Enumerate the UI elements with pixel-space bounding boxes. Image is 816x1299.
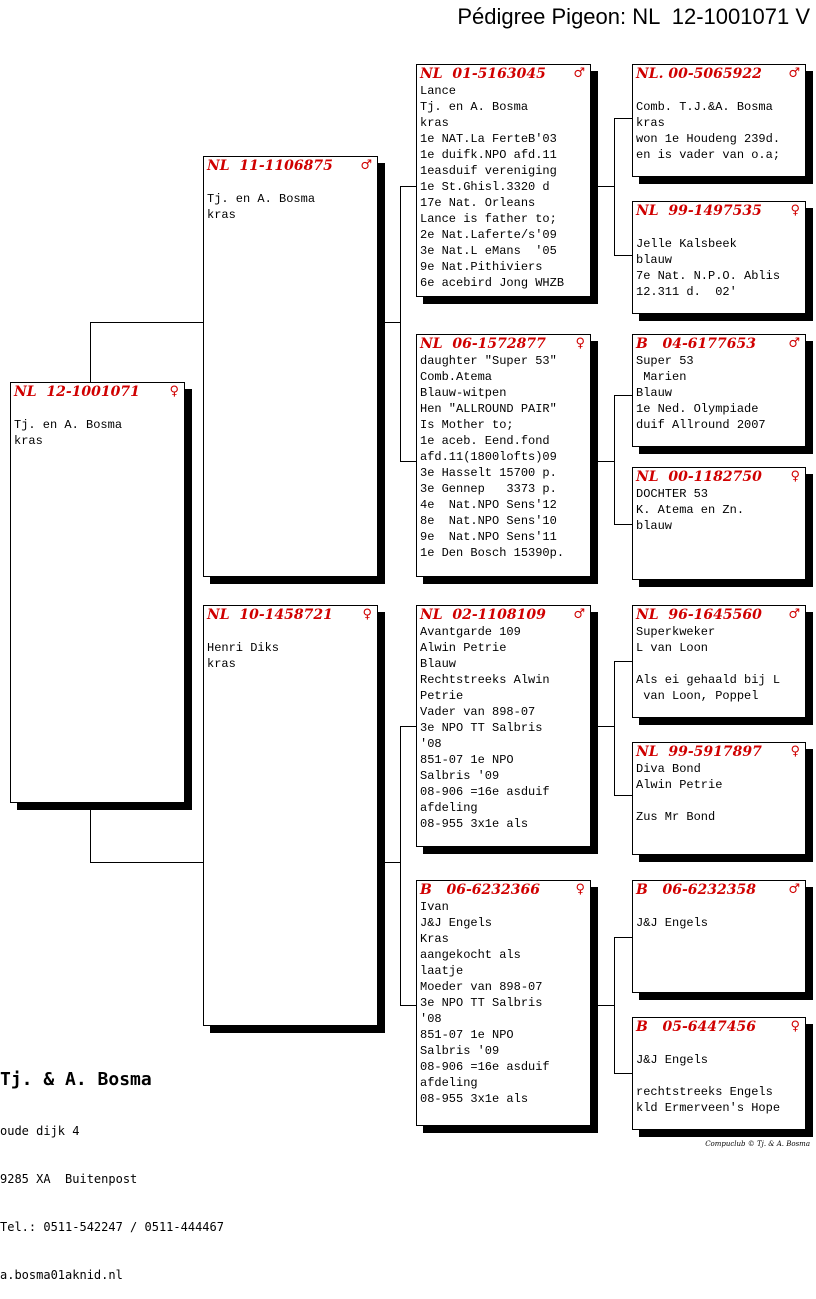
pigeon-notes: J&J Engels xyxy=(636,916,709,930)
pigeon-notes: daughter "Super 53" Comb.Atema Blauw-witpen Hen "ALLROUND PAIR" Is Mother to; 1e aceb. Eend.fond afd.11(1800lofts)09 3e Hasselt 15700 p. 3e Gennep 3373 p. 4e Nat.NPO Sens'12 8e Nat.NPO Sens'10 9e Nat.NPO Sens'11 1e Den Bosch 15390p. xyxy=(420,354,565,560)
pigeon-card-dds xyxy=(632,880,806,993)
connector-line xyxy=(614,661,615,796)
pigeon-notes: Ivan J&J Engels Kras aangekocht als laatje Moeder van 898-07 3e NPO TT Salbris '08 851-07 1e NPO Salbris '09 08-906 =16e asduif afdeling 08-955 3x1e als xyxy=(420,900,550,1106)
connector-line xyxy=(590,461,615,462)
pigeon-notes: Super 53 Marien Blauw 1e Ned. Olympiade duif Allround 2007 xyxy=(636,354,766,432)
page-title: Pédigree Pigeon: NL 12-1001071 V xyxy=(457,4,810,29)
ring-number: NL. 00-5065922 ♂ xyxy=(636,66,800,82)
pigeon-notes: DOCHTER 53 K. Atema en Zn. blauw xyxy=(636,487,745,533)
pigeon-card-subject xyxy=(10,382,185,803)
ring-number: NL 06-1572877 ♀ xyxy=(420,336,585,352)
pigeon-notes: Henri Diks kras xyxy=(207,641,280,671)
owner-name: Tj. & A. Bosma xyxy=(0,1069,152,1090)
ring-number: NL 00-1182750 ♀ xyxy=(636,469,800,485)
footer-credit: Compuclub © Tj. & A. Bosma xyxy=(705,1140,810,1148)
pigeon-card-sss xyxy=(632,64,806,177)
sex-female-icon: ♀ xyxy=(362,607,372,622)
pigeon-notes: Tj. en A. Bosma kras xyxy=(14,418,123,448)
pigeon-notes: Diva Bond Alwin Petrie Zus Mr Bond xyxy=(636,762,723,824)
pigeon-card-sire-sire xyxy=(416,64,591,297)
owner-line: Tel.: 0511-542247 / 0511-444467 xyxy=(0,1220,224,1234)
ring-number: B 06-6232358 ♂ xyxy=(636,882,800,898)
pigeon-card-dss xyxy=(632,605,806,718)
ring-number: NL 99-1497535 ♀ xyxy=(636,203,800,219)
sex-female-icon: ♀ xyxy=(575,336,585,351)
ring-number: NL 99-5917897 ♀ xyxy=(636,744,800,760)
sex-male-icon: ♂ xyxy=(788,66,800,81)
pigeon-card-sdd xyxy=(632,467,806,580)
sex-male-icon: ♂ xyxy=(788,882,800,897)
connector-line xyxy=(614,795,633,796)
connector-line xyxy=(614,661,633,662)
ring-number: B 04-6177653 ♂ xyxy=(636,336,800,352)
connector-line xyxy=(614,937,633,938)
connector-line xyxy=(614,395,615,525)
sex-male-icon: ♂ xyxy=(573,66,585,81)
connector-line xyxy=(377,322,401,323)
pigeon-notes: Avantgarde 109 Alwin Petrie Blauw Rechtstreeks Alwin Petrie Vader van 898-07 3e NPO TT Salbris '08 851-07 1e NPO Salbris '09 08-906 =16e asduif afdeling 08-955 3x1e als xyxy=(420,625,550,831)
connector-line xyxy=(614,255,633,256)
pigeon-notes: Superkweker L van Loon Als ei gehaald bij L van Loon, Poppel xyxy=(636,625,781,703)
pigeon-card-dam-sire xyxy=(416,605,591,847)
connector-line xyxy=(614,524,633,525)
pigeon-card-sire xyxy=(203,156,378,577)
sex-female-icon: ♀ xyxy=(169,384,179,399)
pigeon-notes: Jelle Kalsbeek blauw 7e Nat. N.P.O. Ablis 12.311 d. 02' xyxy=(636,237,781,299)
ring-number: NL 10-1458721 ♀ xyxy=(207,607,372,623)
ring-number: NL 12-1001071 ♀ xyxy=(14,384,179,400)
ring-number: B 06-6232366 ♀ xyxy=(420,882,585,898)
connector-line xyxy=(614,118,633,119)
connector-line xyxy=(90,862,204,863)
sex-female-icon: ♀ xyxy=(790,1019,800,1034)
pigeon-notes: Lance Tj. en A. Bosma kras 1e NAT.La FerteB'03 1e duifk.NPO afd.11 1easduif vereniging 1e St.Ghisl.3320 d 17e Nat. Orleans Lance is father to; 2e Nat.Laferte/s'09 3e Nat.L eMans '05 9e Nat.Pithiviers 6e acebird Jong WHZB xyxy=(420,84,565,290)
pigeon-card-ssd xyxy=(632,201,806,314)
connector-line xyxy=(590,1005,615,1006)
sex-female-icon: ♀ xyxy=(790,203,800,218)
connector-line xyxy=(400,186,401,462)
sex-female-icon: ♀ xyxy=(575,882,585,897)
pigeon-card-dam xyxy=(203,605,378,1026)
pigeon-notes: Comb. T.J.&A. Bosma kras won 1e Houdeng 239d. en is vader van o.a; xyxy=(636,100,781,162)
pigeon-card-ddd xyxy=(632,1017,806,1130)
connector-line xyxy=(590,726,615,727)
ring-number: B 05-6447456 ♀ xyxy=(636,1019,800,1035)
connector-line xyxy=(590,186,615,187)
connector-line xyxy=(614,937,615,1074)
ring-number: NL 02-1108109 ♂ xyxy=(420,607,585,623)
ring-number: NL 01-5163045 ♂ xyxy=(420,66,585,82)
sex-male-icon: ♂ xyxy=(788,607,800,622)
connector-line xyxy=(400,726,401,1006)
connector-line xyxy=(90,322,91,384)
connector-line xyxy=(614,395,633,396)
sex-female-icon: ♀ xyxy=(790,469,800,484)
sex-female-icon: ♀ xyxy=(790,744,800,759)
pigeon-notes: Tj. en A. Bosma kras xyxy=(207,192,316,222)
connector-line xyxy=(90,808,91,863)
owner-line: oude dijk 4 xyxy=(0,1124,80,1138)
ring-number: NL 96-1645560 ♂ xyxy=(636,607,800,623)
pigeon-notes: J&J Engels rechtstreeks Engels kld Ermerveen's Hope xyxy=(636,1053,781,1115)
pigeon-card-dsd xyxy=(632,742,806,855)
connector-line xyxy=(614,1073,633,1074)
owner-line: 9285 XA Buitenpost xyxy=(0,1172,138,1186)
connector-line xyxy=(377,862,401,863)
pigeon-card-sds xyxy=(632,334,806,447)
pigeon-card-sire-dam xyxy=(416,334,591,577)
ring-number: NL 11-1106875 ♂ xyxy=(207,158,372,174)
owner-line: a.bosma01aknid.nl xyxy=(0,1268,123,1282)
owner-address-block xyxy=(0,1037,224,1299)
sex-male-icon: ♂ xyxy=(788,336,800,351)
connector-line xyxy=(614,118,615,256)
pigeon-card-dam-dam xyxy=(416,880,591,1126)
connector-line xyxy=(90,322,204,323)
sex-male-icon: ♂ xyxy=(573,607,585,622)
sex-male-icon: ♂ xyxy=(360,158,372,173)
